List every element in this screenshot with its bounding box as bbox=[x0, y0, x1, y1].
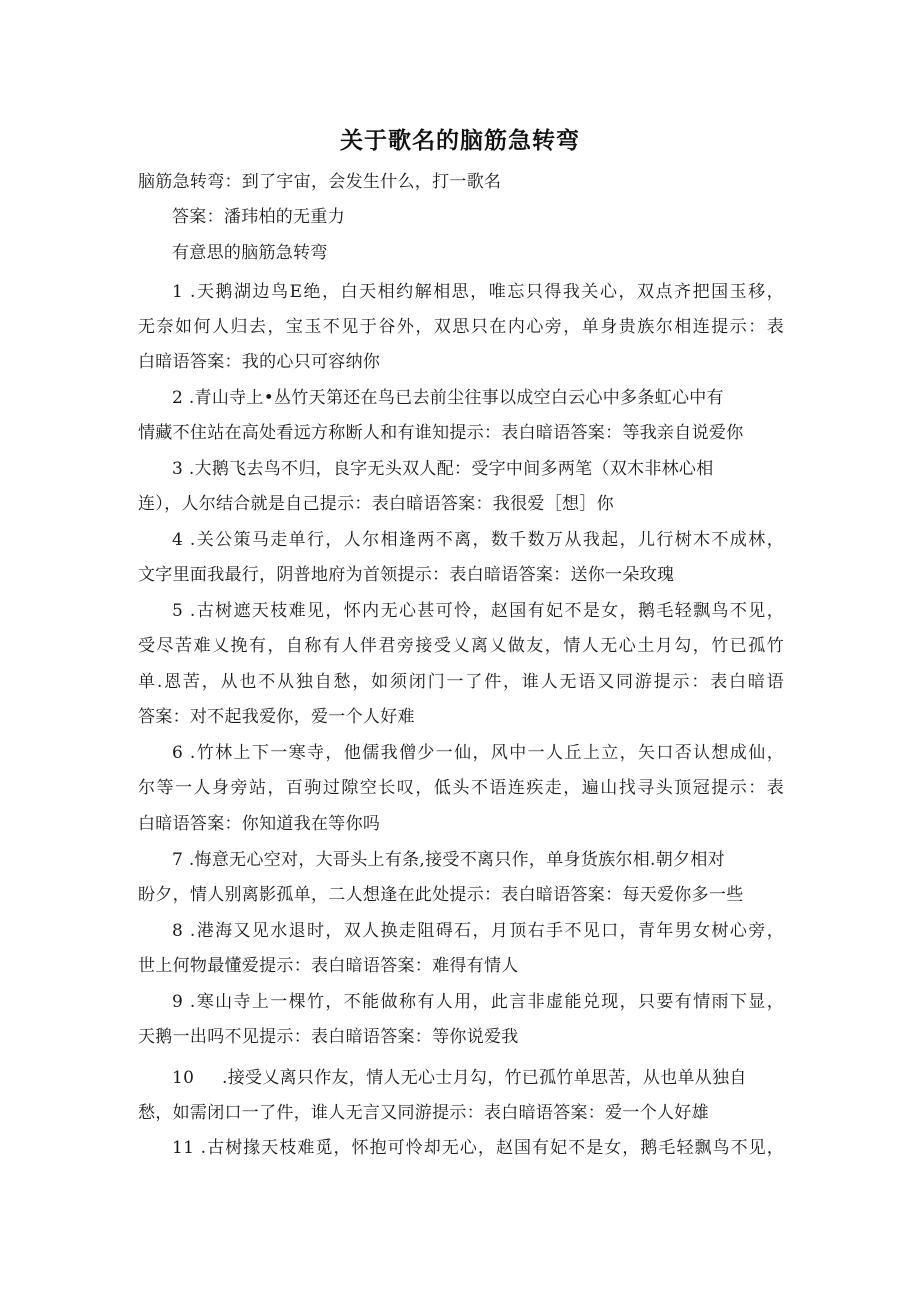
item-1-line-3: 白暗语答案：我的心只可容纳你 bbox=[138, 352, 381, 372]
item-5-line-2: 受尽苦难乂挽有，自称有人伴君旁接受乂离乂做友，情人无心土月勾，竹已孤竹 bbox=[138, 636, 784, 656]
item-1-line-2: 无奈如何人归去，宝玉不见于谷外，双思只在内心旁，单身贵族尔相连提示：表 bbox=[138, 317, 784, 337]
item-7-line-1: 7 .悔意无心空对，大哥头上有条,接受不离只作，单身货族尔相.朝夕相对 bbox=[172, 850, 725, 870]
item-10-number: 10 bbox=[172, 1068, 195, 1088]
intro-question: 脑筋急转弯：到了宇宙，会发生什么，打一歌名 bbox=[138, 172, 502, 192]
item-10-line-2: 愁，如需闭口一了件，谁人无言又同游提示：表白暗语答案：爱一个人好雄 bbox=[138, 1103, 709, 1123]
item-11-line-1: 11 .古树掾天枝难觅，怀抱可怜却无心，赵国有妃不是女，鹅毛轻飘鸟不见， bbox=[172, 1138, 784, 1158]
item-6-line-1: 6 .竹林上下一寒寺，他儒我僧少一仙，风中一人丘上立，矢口否认想成仙， bbox=[172, 743, 784, 763]
item-5-line-4: 答案：对不起我爱你，爱一个人好难 bbox=[138, 707, 415, 727]
item-8-line-2: 世上何物最懂爱提示：表白暗语答案：难得有情人 bbox=[138, 956, 519, 976]
item-9-line-2: 天鹅一出吗不见提示：表白暗语答案：等你说爱我 bbox=[138, 1027, 519, 1047]
intro-heading: 有意思的脑筋急转弯 bbox=[172, 243, 328, 263]
item-5-line-3: 单.恩苦，从也不从独自愁，如须闭门一了件，谁人无语又同游提示：表白暗语 bbox=[138, 672, 784, 692]
item-4-line-1: 4 .关公策马走单行，人尔相逢两不离，数千数万从我起，儿行树木不成林， bbox=[172, 530, 784, 550]
item-2-line-1: 2 .青山寺上•丛竹天第还在鸟已去前尘往事以成空白云心中多条虹心中有 bbox=[172, 388, 724, 408]
item-8-line-1: 8 .港海又见水退时，双人换走阻碍石，月顶右手不见口，青年男女树心旁， bbox=[172, 921, 784, 941]
intro-answer: 答案：潘玮柏的无重力 bbox=[172, 207, 345, 227]
item-1-line-1: 1 .天鹅湖边鸟E绝，白天相约解相思，唯忘只得我关心，双点齐把国玉移， bbox=[172, 282, 784, 302]
document-title: 关于歌名的脑筋急转弯 bbox=[340, 128, 580, 154]
item-10-line-1 bbox=[172, 1066, 747, 1090]
item-10-line-1-text: .接受乂离只作友，情人无心士月勾，竹已孤竹单思苦，从也单从独自 bbox=[222, 1068, 747, 1088]
item-9-line-1: 9 .寒山寺上一棵竹，不能做称有人用，此言非虚能兑现，只要有情雨下显， bbox=[172, 992, 784, 1012]
item-3-line-1: 3 .大鹅飞去鸟不归，良字无头双人配：受字中间多两笔（双木非林心相 bbox=[172, 459, 714, 479]
item-4-line-2: 文字里面我最行，阴普地府为首领提示：表白暗语答案：送你一朵玫瑰 bbox=[138, 565, 675, 585]
item-6-line-2: 尔等一人身旁站，百驹过隙空长叹，低头不语连疾走，遍山找寻头顶冠提示：表 bbox=[138, 778, 784, 798]
item-5-line-1: 5 .古树遮天枝难见，怀内无心甚可怜，赵国有妃不是女，鹅毛轻飘鸟不见， bbox=[172, 601, 784, 621]
item-2-line-2: 情藏不住站在高处看远方称断人和有谁知提示：表白暗语答案：等我亲自说爱你 bbox=[138, 423, 744, 443]
item-3-line-2: 连），人尔结合就是自己提示：表白暗语答案：我很爱［想］你 bbox=[138, 494, 614, 514]
item-6-line-3: 白暗语答案：你知道我在等你吗 bbox=[138, 814, 381, 834]
item-7-line-2: 盼夕，情人别离影孤单，二人想逢在此处提示：表白暗语答案：每天爱你多一些 bbox=[138, 885, 744, 905]
